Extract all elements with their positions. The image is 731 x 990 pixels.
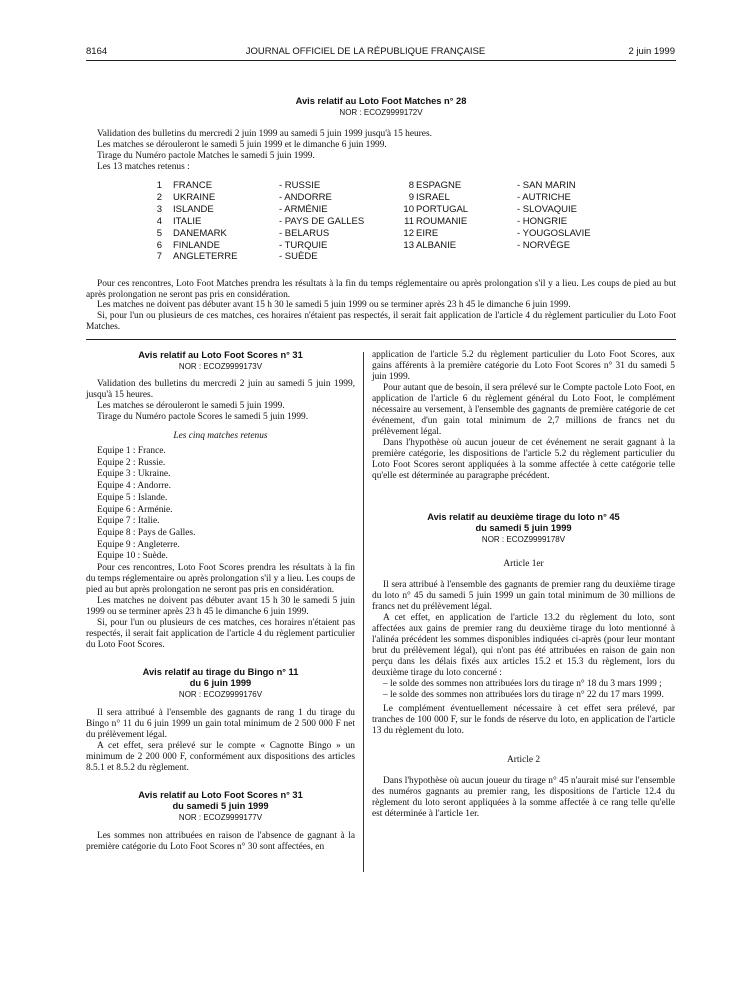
match-number: 12 [403, 227, 414, 239]
column-divider [363, 352, 364, 872]
match-number: 5 [156, 227, 162, 239]
equipe-item: Equipe 8 : Pays de Galles. [97, 527, 196, 538]
matches-count: Les 13 matches retenus : [97, 162, 190, 172]
scores-rules: Pour ces rencontres, Loto Foot Scores prendra les résultats à la fin du temps réglementaire ou après prolongation s'il y a lieu. Les coups de pied au but après prolongation ne seront pas pris en considération. [86, 563, 355, 596]
match-away-team: - BELARUS [279, 227, 330, 239]
matches-pactole: Tirage du Numéro pactole Matches le samedi 5 juin 1999. [97, 151, 315, 161]
match-number: 9 [408, 191, 414, 203]
scores31-text: Les sommes non attribuées en raison de l'absence de gagnant à la première catégorie du Loto Foot Scores n° 30 sont affectées, en [86, 831, 355, 853]
match-home-team: FINLANDE [173, 239, 220, 251]
loto45-title-date: du samedi 5 juin 1999 [475, 523, 572, 533]
match-home-team: ALBANIE [416, 239, 457, 251]
bingo-gain: Il sera attribué à l'ensemble des gagnants de rang 1 du tirage du Bingo n° 11 du 6 juin 1999 un gain total minimum de 2 500 000 F net du prélèvement légal. [86, 708, 355, 741]
article-1-complement: Le complément éventuellement nécessaire à cet effet sera prélevé, par tranches de 100 000 F, sur le fonds de réserve du loto, en application de l'article 13 du règlement du loto. [372, 704, 675, 736]
equipe-item: Equipe 5 : Islande. [97, 492, 168, 503]
scores-validation: Validation des bulletins du mercredi 2 juin au samedi 5 juin 1999, jusqu'à 15 heures. [86, 379, 355, 400]
equipe-item: Equipe 1 : France. [97, 446, 166, 456]
scores-pactole: Tirage du Numéro pactole Scores le samedi 5 juin 1999. [97, 412, 309, 422]
match-home-team: FRANCE [173, 180, 213, 191]
match-away-team: - SAN MARIN [517, 180, 576, 191]
equipe-item: Equipe 3 : Ukraine. [97, 469, 171, 480]
match-number: 11 [404, 215, 414, 227]
match-number: 7 [156, 251, 162, 263]
equipes-list [86, 446, 355, 563]
match-home-team: UKRAINE [173, 191, 216, 203]
match-number: 2 [156, 191, 162, 203]
match-away-team: - NORVÈGE [517, 239, 571, 251]
matches-intro [97, 129, 432, 173]
scores31-continuation: application de l'article 5.2 du règlement particulier du Loto Foot Scores, aux gains afférents à la première catégorie du Loto Foot Scores n° 31 du samedi 5 juin 1999. [372, 350, 675, 382]
match-home-team: ANGLETERRE [173, 251, 238, 263]
match-home-team: PORTUGAL [416, 203, 469, 215]
matches-title: Avis relatif au Loto Foot Matches n° 28 [295, 96, 467, 106]
matches-validation: Validation des bulletins du mercredi 2 juin 1999 au samedi 5 juin 1999 jusqu'à 15 heures. [97, 129, 432, 139]
equipe-item: Equipe 2 : Russie. [97, 457, 166, 468]
scores-times: Les matches ne doivent pas débuter avant 15 h 30 le samedi 5 juin 1999 ou se terminer après 23 h 45 le dimanche 6 juin 1999. [86, 596, 355, 618]
left-column [86, 350, 355, 853]
scores-title: Avis relatif au Loto Foot Scores n° 31 [138, 350, 303, 360]
equipe-item: Equipe 6 : Arménie. [97, 504, 173, 515]
section-rule [86, 339, 676, 340]
match-home-team: ROUMANIE [416, 215, 468, 227]
scores-exception: Si, pour l'un ou plusieurs de ces matches, ces horaires n'étaient pas respectés, il serait fait application de l'article 4 du règlement particulier du Loto Foot Scores. [86, 618, 355, 651]
match-number: 10 [403, 203, 414, 215]
match-away-team: - AUTRICHE [517, 191, 571, 203]
scores-nor: NOR : ECOZ9999173V [178, 362, 263, 371]
match-number: 13 [403, 239, 414, 251]
article-1-affectation: A cet effet, en application de l'article 13.2 du règlement du loto, sont affectées aux gains de premier rang du deuxième tirage du loto mentionné à l'alinéa précédent les sommes disponibles indiquées ci-après (pour leur montant brut du prélèvement légal), qui n'ont pas été attribuées en raison de gain non perçu dans les délais fixés aux articles 15.2 et 15.3 du règlement, lors du deuxième tirage du loto concerné : [372, 613, 675, 678]
page-number: 8164 [86, 46, 108, 57]
match-away-team: - YOUGOSLAVIE [517, 227, 591, 239]
article-2-heading: Article 2 [506, 755, 541, 765]
match-home-team: ISRAEL [416, 191, 450, 203]
scores31-title-date: du samedi 5 juin 1999 [172, 801, 269, 812]
article-2-text: Dans l'hypothèse où aucun joueur du tirage n° 45 n'aurait misé sur l'ensemble des numéros gagnants au premier rang, les dispositions de l'article 12.4 du règlement du loto seront appliquées à la somme affectée à ce rang telle qu'elle est déterminée à l'article 1er. [372, 776, 675, 819]
match-home-team: DANEMARK [173, 227, 227, 239]
bingo-cagnotte: A cet effet, sera prélevé sur le compte « Cagnotte Bingo » un minimum de 2 200 000 F, conformément aux dispositions des articles 8.5.1 et 8.5.2 du règlement. [86, 741, 355, 774]
match-home-team: EIRE [416, 227, 439, 239]
scores31-title: Avis relatif au Loto Foot Scores n° 31 [138, 790, 303, 801]
loto45-title: Avis relatif au deuxième tirage du loto n° 45 [427, 512, 620, 522]
match-away-team: - PAYS DE GALLES [279, 215, 365, 227]
matches-list-right [0, 180, 731, 270]
matches-schedule: Les matches se dérouleront le samedi 5 juin 1999 et le dimanche 6 juin 1999. [97, 140, 387, 150]
match-away-team: - TURQUIE [279, 239, 328, 251]
match-away-team: - ARMÉNIE [279, 203, 328, 215]
equipe-item: Equipe 7 : Italie. [97, 516, 160, 527]
match-home-team: ESPAGNE [416, 180, 462, 191]
match-number: 6 [156, 239, 162, 251]
match-away-team: - HONGRIE [517, 215, 568, 227]
article-1-bullet-2: – le solde des sommes non attribuées lors du tirage n° 22 du 17 mars 1999. [383, 690, 664, 700]
loto45-nor: NOR : ECOZ9999178V [481, 535, 566, 544]
bingo-title-date: du 6 juin 1999 [189, 678, 252, 689]
match-number: 1 [156, 180, 162, 191]
match-home-team: ISLANDE [173, 203, 214, 215]
match-away-team: - RUSSIE [279, 180, 321, 191]
equipe-item: Equipe 10 : Suède. [97, 551, 168, 562]
matches-nor: NOR : ECOZ9999172V [339, 108, 423, 117]
scores31-pactole: Pour autant que de besoin, il sera prélevé sur le Compte pactole Loto Foot, en application de l'article 6 du règlement général du Loto Foot, le complément nécessaire au versement, à l'ensemble des gagnants de première catégorie de cet événement, d'un gain total minimum de 2,7 millions de francs net du prélèvement légal. [372, 383, 675, 437]
article-1-gain: Il sera attribué à l'ensemble des gagnants de premier rang du deuxième tirage du loto n° 45 du samedi 5 juin 1999 un gain total minimum de 30 millions de francs net du prélèvement légal. [372, 580, 675, 612]
journal-title: JOURNAL OFFICIEL DE LA RÉPUBLIQUE FRANÇAISE [245, 46, 486, 57]
right-column [372, 350, 675, 820]
match-number: 3 [156, 203, 162, 215]
equipe-item: Equipe 4 : Andorre. [97, 481, 171, 492]
match-away-team: - SLOVAQUIE [517, 203, 578, 215]
issue-date: 2 juin 1999 [628, 46, 675, 57]
article-1-heading: Article 1er [503, 559, 544, 569]
equipe-item: Equipe 9 : Angleterre. [97, 539, 180, 550]
match-home-team: ITALIE [173, 215, 202, 227]
match-away-team: - SUÈDE [279, 251, 318, 263]
scores31-nor: NOR : ECOZ9999177V [178, 813, 263, 823]
match-away-team: - ANDORRE [279, 191, 332, 203]
bingo-nor: NOR : ECOZ9999176V [178, 690, 263, 700]
scores-schedule: Les matches se dérouleront le samedi 5 juin 1999. [97, 401, 285, 411]
matches-exception: Si, pour l'un ou plusieurs de ces matches, ces horaires n'étaient pas respectés, il serait fait application de l'article 4 du règlement particulier du Loto Foot Matches. [86, 311, 676, 332]
match-number: 8 [408, 180, 414, 191]
article-1-bullet-1: – le solde des sommes non attribuées lors du tirage n° 18 du 3 mars 1999 ; [383, 679, 662, 689]
match-number: 4 [156, 215, 162, 227]
matches-rules: Pour ces rencontres, Loto Foot Matches prendra les résultats à la fin du temps réglementaire ou après prolongation s'il y a lieu. Les coups de pied au but après prolongation ne seront pas pris en considération. [86, 279, 676, 300]
scores-subtitle: Les cinq matches retenus [173, 431, 268, 441]
bingo-title: Avis relatif au tirage du Bingo n° 11 [142, 667, 299, 678]
scores31-hypothesis: Dans l'hypothèse où aucun joueur de cet événement ne serait gagnant à la première catégorie, les dispositions de l'article 5.2 du règlement particulier du Loto Foot Scores seront appliquées à la somme affectée à cette catégorie telle qu'elle est déterminée au paragraphe précédent. [372, 438, 675, 481]
matches-times: Les matches ne doivent pas débuter avant 15 h 30 le samedi 5 juin 1999 ou se terminer après 23 h 45 le dimanche 6 juin 1999. [97, 300, 571, 310]
header-rule [86, 60, 676, 61]
